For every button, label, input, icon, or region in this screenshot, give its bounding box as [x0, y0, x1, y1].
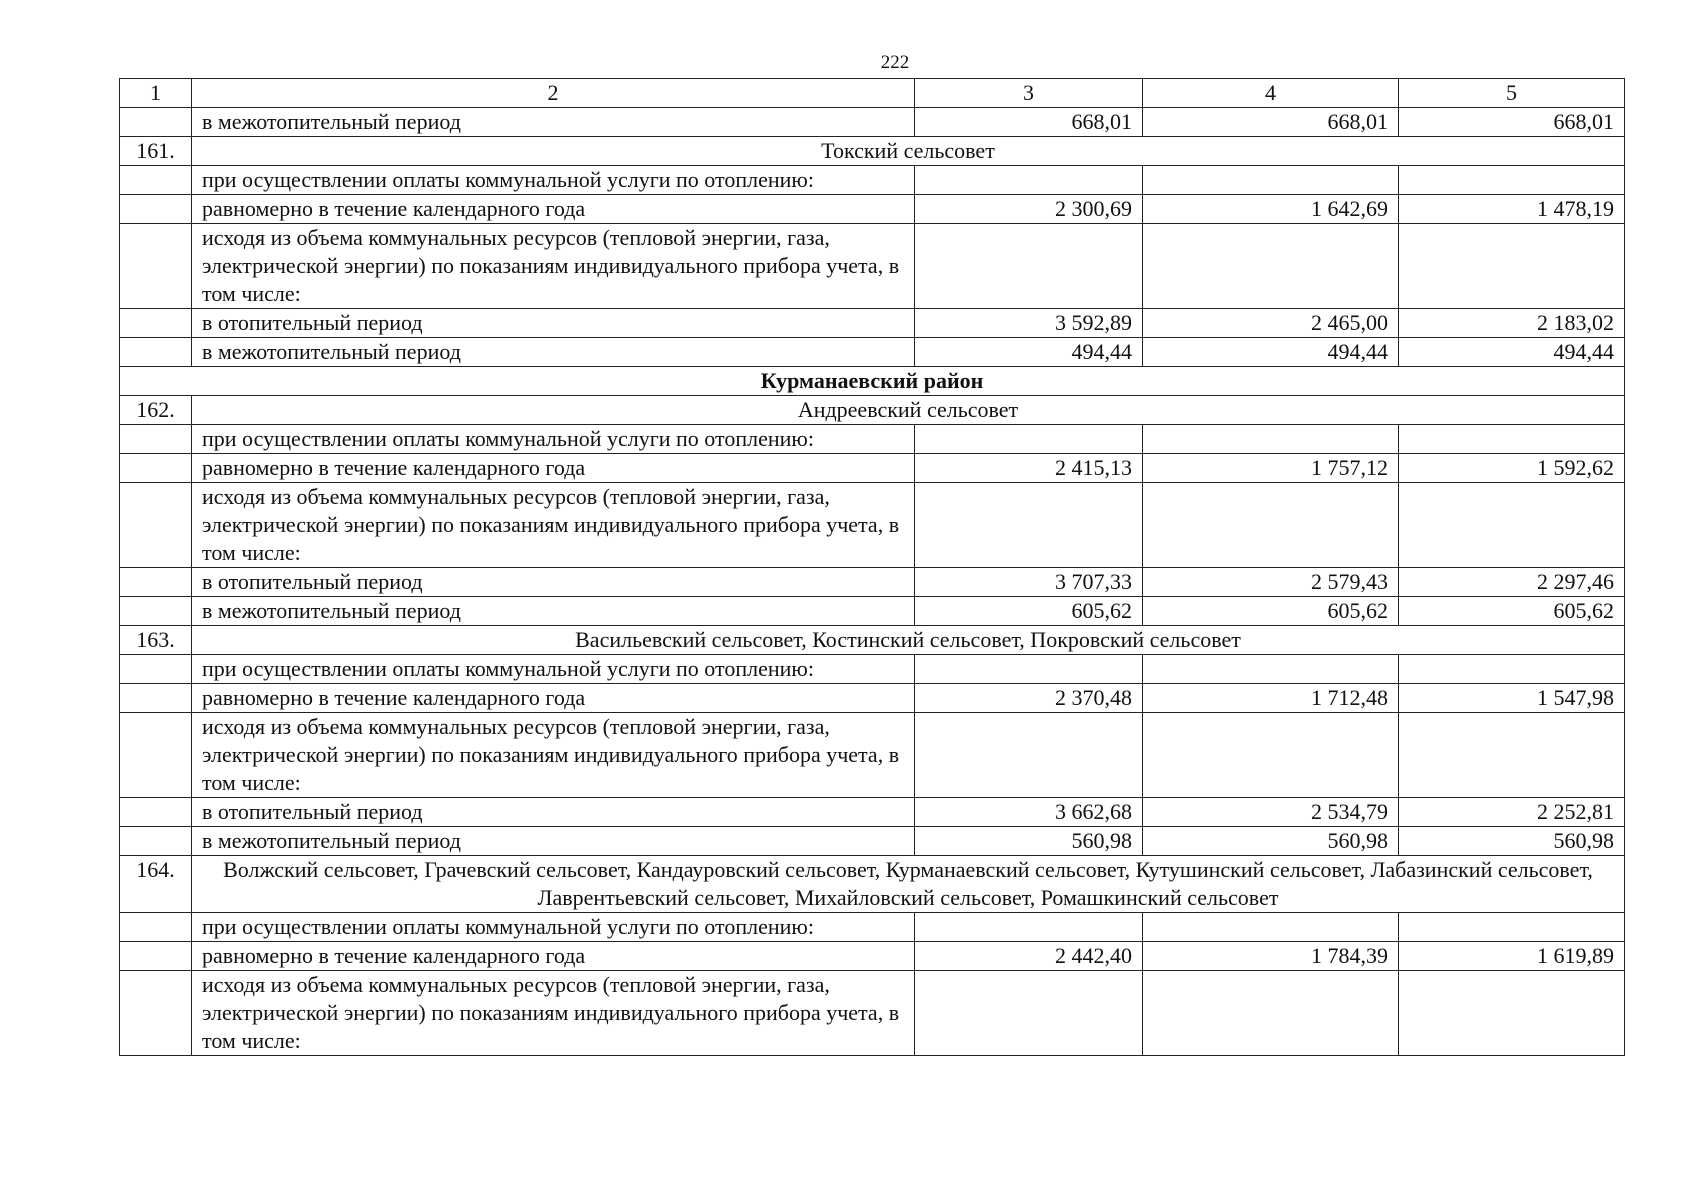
row-label: равномерно в течение календарного года	[192, 942, 915, 971]
value-cell	[915, 425, 1143, 454]
table-row	[120, 798, 1625, 827]
value-cell: 2 415,13	[915, 454, 1143, 483]
value-cell: 3 707,33	[915, 568, 1143, 597]
district-heading: Курманаевский район	[120, 367, 1625, 396]
row-number	[120, 195, 192, 224]
row-label: в отопительный период	[192, 309, 915, 338]
value-cell: 605,62	[1143, 597, 1399, 626]
value-cell	[1143, 483, 1399, 568]
row-label: в отопительный период	[192, 568, 915, 597]
value-cell	[1143, 913, 1399, 942]
settlement-title: Васильевский сельсовет, Костинский сельсовет, Покровский сельсовет	[192, 626, 1625, 655]
header-row	[120, 79, 1625, 108]
value-cell: 1 712,48	[1143, 684, 1399, 713]
value-cell: 1 619,89	[1399, 942, 1625, 971]
settlement-title: Волжский сельсовет, Грачевский сельсовет, Кандауровский сельсовет, Курманаевский сельсовет, Кутушинский сельсовет, Лабазинский сельсовет, Лаврентьевский сельсовет, Михайловский сельсовет, Ромашкинский сельсовет	[192, 856, 1625, 913]
row-number: 164.	[120, 856, 192, 913]
value-cell	[1399, 425, 1625, 454]
value-cell	[1399, 655, 1625, 684]
table-row	[120, 309, 1625, 338]
header-cell: 2	[192, 79, 915, 108]
value-cell: 2 534,79	[1143, 798, 1399, 827]
value-cell	[1143, 655, 1399, 684]
table-row	[120, 396, 1625, 425]
value-cell: 494,44	[915, 338, 1143, 367]
table-body	[120, 79, 1625, 1056]
value-cell	[915, 913, 1143, 942]
row-number	[120, 913, 192, 942]
value-cell: 3 662,68	[915, 798, 1143, 827]
value-cell	[915, 224, 1143, 309]
row-number	[120, 338, 192, 367]
table-row	[120, 483, 1625, 568]
value-cell	[1399, 713, 1625, 798]
value-cell: 3 592,89	[915, 309, 1143, 338]
row-label: при осуществлении оплаты коммунальной услуги по отоплению:	[192, 166, 915, 195]
row-label: в отопительный период	[192, 798, 915, 827]
row-label: исходя из объема коммунальных ресурсов (тепловой энергии, газа, электрической энергии) по показаниям индивидуального прибора учета, в том числе:	[192, 224, 915, 309]
header-cell: 5	[1399, 79, 1625, 108]
row-number	[120, 483, 192, 568]
value-cell	[1399, 913, 1625, 942]
table-row	[120, 224, 1625, 309]
row-label: в межотопительный период	[192, 338, 915, 367]
row-label: в межотопительный период	[192, 597, 915, 626]
row-number	[120, 568, 192, 597]
value-cell: 2 465,00	[1143, 309, 1399, 338]
row-label: исходя из объема коммунальных ресурсов (тепловой энергии, газа, электрической энергии) по показаниям индивидуального прибора учета, в том числе:	[192, 971, 915, 1056]
value-cell: 1 592,62	[1399, 454, 1625, 483]
value-cell	[915, 713, 1143, 798]
row-number	[120, 309, 192, 338]
table-row	[120, 338, 1625, 367]
table-row	[120, 367, 1625, 396]
value-cell	[915, 655, 1143, 684]
table-row	[120, 597, 1625, 626]
value-cell: 1 642,69	[1143, 195, 1399, 224]
value-cell: 2 183,02	[1399, 309, 1625, 338]
table-row	[120, 568, 1625, 597]
value-cell	[915, 166, 1143, 195]
table-row	[120, 108, 1625, 137]
page-number: 222	[880, 52, 910, 73]
row-number	[120, 224, 192, 309]
value-cell: 668,01	[915, 108, 1143, 137]
value-cell	[1399, 224, 1625, 309]
value-cell: 1 478,19	[1399, 195, 1625, 224]
table-row	[120, 166, 1625, 195]
value-cell	[1399, 166, 1625, 195]
value-cell	[1143, 713, 1399, 798]
row-number: 162.	[120, 396, 192, 425]
row-number	[120, 827, 192, 856]
value-cell	[1399, 971, 1625, 1056]
table-row	[120, 454, 1625, 483]
row-number	[120, 655, 192, 684]
row-number: 163.	[120, 626, 192, 655]
value-cell: 2 370,48	[915, 684, 1143, 713]
value-cell: 668,01	[1399, 108, 1625, 137]
row-number	[120, 942, 192, 971]
row-label: равномерно в течение календарного года	[192, 684, 915, 713]
row-number	[120, 108, 192, 137]
row-number	[120, 454, 192, 483]
tariff-table	[119, 78, 1625, 1056]
value-cell: 2 579,43	[1143, 568, 1399, 597]
value-cell	[1143, 166, 1399, 195]
row-label: равномерно в течение календарного года	[192, 195, 915, 224]
value-cell: 605,62	[1399, 597, 1625, 626]
value-cell: 2 442,40	[915, 942, 1143, 971]
row-number	[120, 713, 192, 798]
value-cell: 1 547,98	[1399, 684, 1625, 713]
value-cell	[1399, 483, 1625, 568]
settlement-title: Токский сельсовет	[192, 137, 1625, 166]
header-cell: 4	[1143, 79, 1399, 108]
value-cell	[1143, 971, 1399, 1056]
value-cell	[1143, 425, 1399, 454]
row-label: равномерно в течение календарного года	[192, 454, 915, 483]
value-cell: 1 784,39	[1143, 942, 1399, 971]
row-label: в межотопительный период	[192, 108, 915, 137]
row-label: при осуществлении оплаты коммунальной услуги по отоплению:	[192, 655, 915, 684]
row-number: 161.	[120, 137, 192, 166]
table-row	[120, 425, 1625, 454]
value-cell: 560,98	[1399, 827, 1625, 856]
value-cell: 668,01	[1143, 108, 1399, 137]
row-number	[120, 798, 192, 827]
table-row	[120, 713, 1625, 798]
table-row	[120, 827, 1625, 856]
table-row	[120, 856, 1625, 913]
value-cell: 560,98	[915, 827, 1143, 856]
table-row	[120, 971, 1625, 1056]
table-row	[120, 195, 1625, 224]
row-label: исходя из объема коммунальных ресурсов (тепловой энергии, газа, электрической энергии) по показаниям индивидуального прибора учета, в том числе:	[192, 713, 915, 798]
value-cell: 494,44	[1399, 338, 1625, 367]
row-number	[120, 425, 192, 454]
row-number	[120, 597, 192, 626]
row-label: при осуществлении оплаты коммунальной услуги по отоплению:	[192, 425, 915, 454]
table-row	[120, 626, 1625, 655]
row-label: исходя из объема коммунальных ресурсов (тепловой энергии, газа, электрической энергии) по показаниям индивидуального прибора учета, в том числе:	[192, 483, 915, 568]
row-number	[120, 684, 192, 713]
row-number	[120, 971, 192, 1056]
table-row	[120, 684, 1625, 713]
value-cell	[915, 971, 1143, 1056]
value-cell: 605,62	[915, 597, 1143, 626]
row-number	[120, 166, 192, 195]
value-cell: 560,98	[1143, 827, 1399, 856]
header-cell: 1	[120, 79, 192, 108]
value-cell: 2 297,46	[1399, 568, 1625, 597]
settlement-title: Андреевский сельсовет	[192, 396, 1625, 425]
table-row	[120, 942, 1625, 971]
value-cell: 2 300,69	[915, 195, 1143, 224]
value-cell: 1 757,12	[1143, 454, 1399, 483]
value-cell: 2 252,81	[1399, 798, 1625, 827]
value-cell	[1143, 224, 1399, 309]
value-cell: 494,44	[1143, 338, 1399, 367]
row-label: при осуществлении оплаты коммунальной услуги по отоплению:	[192, 913, 915, 942]
table-row	[120, 913, 1625, 942]
value-cell	[915, 483, 1143, 568]
table-row	[120, 655, 1625, 684]
table-row	[120, 137, 1625, 166]
header-cell: 3	[915, 79, 1143, 108]
row-label: в межотопительный период	[192, 827, 915, 856]
